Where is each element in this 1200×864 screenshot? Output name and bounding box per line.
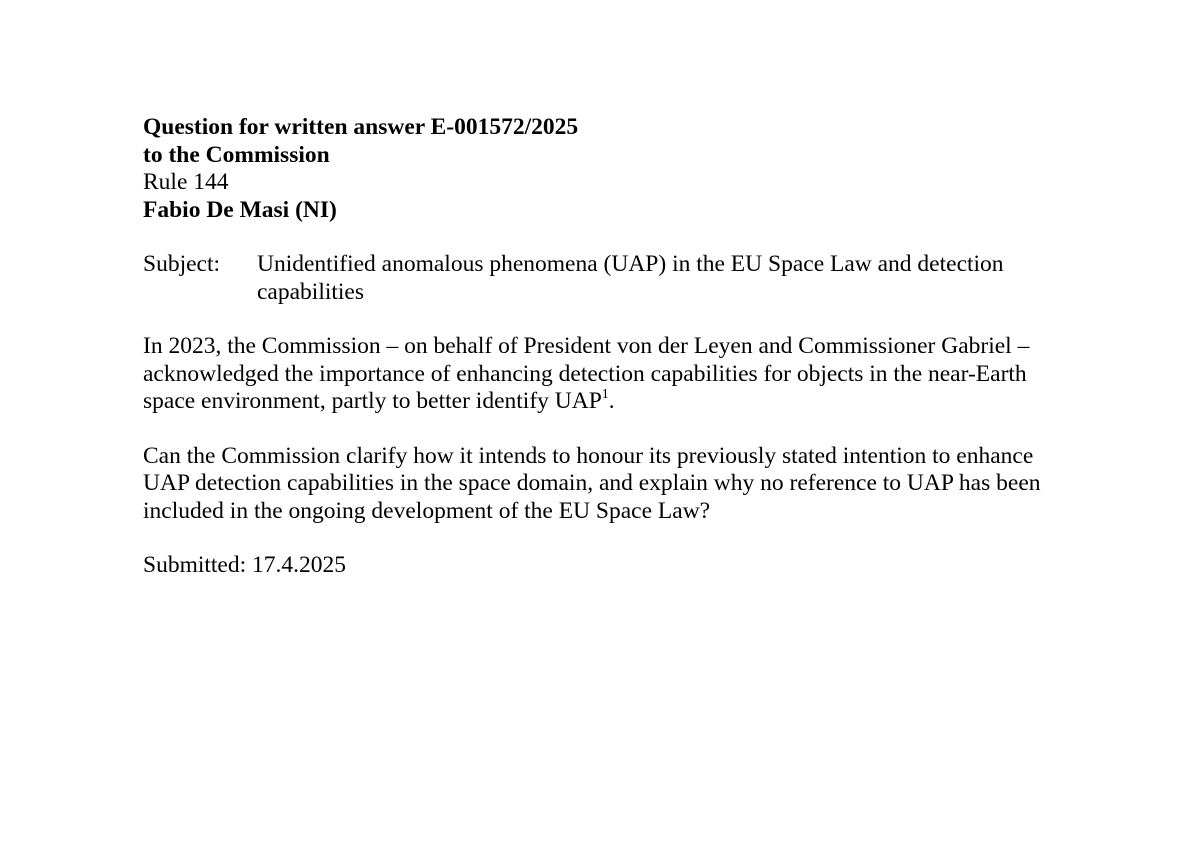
paragraph-1-end: . — [608, 388, 615, 414]
question-header — [143, 114, 1053, 224]
document-content — [143, 114, 1053, 580]
submitted-date: Submitted: 17.4.2025 — [143, 552, 347, 578]
subject-label: Subject: — [143, 251, 221, 277]
paragraph-1-text: In 2023, the Commission – on behalf of President von der Leyen and Commissioner Gabriel – acknowledged the importance of enhancing detection capabilities for objects in the near-Earth space environment, partly to better identify UAP — [143, 333, 1030, 414]
rule-line: Rule 144 — [143, 169, 229, 195]
paragraph-2: Can the Commission clarify how it intends to honour its previously stated intention to enhance UAP detection capabilities in the space domain, and explain why no reference to UAP has been included in the ongoing development of the EU Space Law? — [143, 442, 1041, 524]
author-line: Fabio De Masi (NI) — [143, 196, 337, 223]
body-paragraph-2 — [143, 443, 1053, 526]
addressee-line: to the Commission — [143, 141, 330, 168]
subject-row — [143, 251, 1053, 306]
body-paragraph-1 — [143, 333, 1053, 416]
submission-date-block — [143, 552, 1053, 580]
subject-text: Unidentified anomalous phenomena (UAP) in the EU Space Law and detection capabilities — [257, 251, 1004, 305]
question-title: Question for written answer E-001572/2025 — [143, 114, 579, 140]
footnote-reference[interactable]: 1 — [601, 387, 609, 403]
paragraph-1 — [143, 333, 1053, 416]
